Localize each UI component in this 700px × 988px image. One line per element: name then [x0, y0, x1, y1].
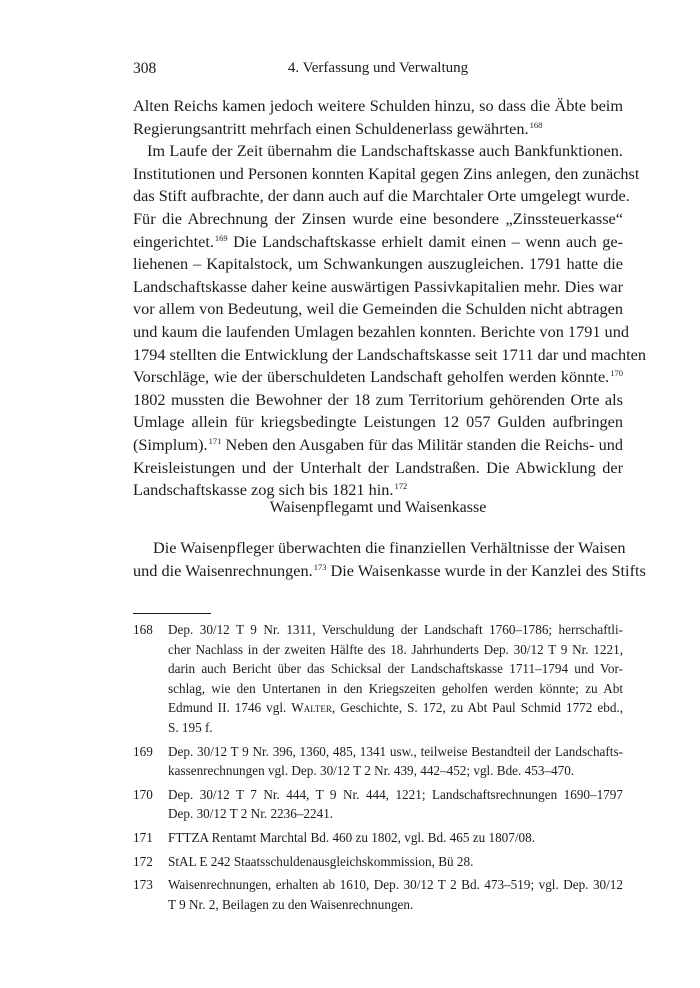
- main-text: [133, 95, 647, 502]
- footnote-169: [133, 742, 623, 781]
- footnote-line: Dep. 30/12 T 9 Nr. 396, 1360, 485, 1341 usw., teilweise Bestandteil der Landschafts-: [168, 743, 623, 759]
- footnote-line: FTTZA Rentamt Marchtal Bd. 460 zu 1802, vgl. Bd. 465 zu 1807/08.: [168, 829, 536, 845]
- footnote-ref[interactable]: 171: [208, 435, 222, 446]
- footnote-line: S. 195 f.: [168, 719, 213, 735]
- text-line: Im Laufe der Zeit übernahm die Landschaftskasse auch Bankfunktionen.: [147, 141, 623, 161]
- footnote-line: cher Nachlass in der zweiten Hälfte des 18. Jahrhunderts Dep. 30/12 T 9 Nr. 1221,: [168, 641, 623, 657]
- text-line: 1802 mussten die Bewohner der 18 zum Territorium gehörenden Orte als: [133, 389, 623, 409]
- footnote-line: kassenrechnungen vgl. Dep. 30/12 T 2 Nr. 439, 442–452; vgl. Bde. 453–470.: [168, 763, 575, 779]
- text-line: und kaum die laufenden Umlagen bezahlen konnten. Berichte von 1791 und: [133, 321, 629, 341]
- text-line: Die Waisenpfleger überwachten die finanziellen Verhältnisse der Waisen: [153, 538, 626, 557]
- footnote-number: 169: [133, 743, 153, 759]
- footnote-line: Waisenrechnungen, erhalten ab 1610, Dep. 30/12 T 2 Bd. 473–519; vgl. Dep. 30/12: [168, 877, 623, 893]
- paragraph-1: [133, 95, 623, 140]
- text-line: Institutionen und Personen konnten Kapital gegen Zins anlegen, den zunächst: [133, 163, 640, 183]
- footnotes: [133, 620, 623, 918]
- text-line: Umlage allein für kriegsbedingte Leistungen 12 057 Gulden aufbringen: [133, 412, 623, 432]
- footnote-line: Dep. 30/12 T 2 Nr. 2236–2241.: [168, 806, 334, 822]
- text-line: Für die Abrechnung der Zinsen wurde eine besondere „Zinssteuerkasse“: [133, 208, 623, 228]
- text-line: Landschaftskasse zog sich bis 1821 hin.$^{172}$: [133, 480, 408, 500]
- footnote-line: Edmund II. 1746 vgl. Walter, Geschichte, S. 172, zu Abt Paul Schmid 1772 ebd.,: [168, 700, 624, 716]
- footnote-divider: [133, 613, 211, 614]
- footnote-170: [133, 785, 623, 824]
- footnote-number: 171: [133, 829, 153, 845]
- page-number: 308: [133, 60, 157, 77]
- footnote-ref[interactable]: 169: [214, 232, 228, 243]
- text-line: Kreisleistungen und der Unterhalt der Landstraßen. Die Abwicklung der: [133, 457, 623, 477]
- text-line: (Simplum).$^{171}$ Neben den Ausgaben für das Militär standen die Reichs- und: [133, 434, 623, 454]
- text-line: und die Waisenrechnungen.$^{173}$ Die Waisenkasse wurde in der Kanzlei des Stifts: [133, 560, 646, 580]
- text-line: Regierungsantritt mehrfach einen Schuldenerlass gewährten.$^{168}$: [133, 118, 543, 138]
- footnote-line: Dep. 30/12 T 9 Nr. 1311, Verschuldung der Landschaft 1760–1786; herrschaftli-: [168, 622, 623, 637]
- footnote-number: 173: [133, 877, 153, 893]
- footnote-ref[interactable]: 173: [313, 561, 327, 572]
- footnote-number: 172: [133, 853, 153, 869]
- footnote-line: T 9 Nr. 2, Beilagen zu den Waisenrechnungen.: [168, 896, 414, 912]
- footnote-ref[interactable]: 168: [529, 119, 543, 130]
- footnote-number: 170: [133, 786, 153, 802]
- text-line: vor allem von Bedeutung, weil die Gemeinden die Schulden nicht abtragen: [133, 299, 623, 319]
- footnote-ref[interactable]: 170: [610, 368, 623, 379]
- text-line: Alten Reichs kamen jedoch weitere Schulden hinzu, so dass die Äbte beim: [133, 96, 623, 115]
- footnote-line: darin auch Bericht über das Schicksal der Landschaftskasse 1711–1794 und Vor-: [168, 661, 623, 677]
- footnote-number: 168: [133, 622, 153, 637]
- text-line: eingerichtet.$^{169}$ Die Landschaftskasse erhielt damit einen – wenn auch ge-: [133, 231, 623, 251]
- section-heading: Waisenpflegamt und Waisenkasse: [269, 499, 487, 516]
- text-line: liehenen – Kapitalstock, um Schwankungen auszugleichen. 1791 hatte die: [133, 254, 623, 274]
- text-line: 1794 stellten die Entwicklung der Landschaftskasse seit 1711 dar und machten: [133, 344, 647, 364]
- footnote-168: [133, 620, 623, 738]
- page-header: [133, 60, 623, 82]
- footnote-line: StAL E 242 Staatsschuldenausgleichskommission, Bü 28.: [168, 853, 474, 869]
- footnote-173: [133, 875, 623, 914]
- paragraph-2: [133, 140, 647, 502]
- author-name: Walter: [291, 700, 332, 716]
- text-line: Vorschläge, wie der überschuldeten Landschaft geholfen werden könnte.$^{170}$: [133, 367, 623, 387]
- paragraph-3: [133, 537, 646, 582]
- running-head: 4. Verfassung und Verwaltung: [287, 60, 469, 76]
- footnote-ref[interactable]: 172: [394, 481, 408, 492]
- footnote-line: Dep. 30/12 T 7 Nr. 444, T 9 Nr. 444, 1221; Landschaftsrechnungen 1690–1797: [168, 786, 623, 802]
- text-line: das Stift aufbrachte, der dann auch auf die Marchtaler Orte umgelegt wurde.: [133, 186, 630, 206]
- text-line: Landschaftskasse daher keine auswärtigen Passivkapitalien mehr. Dies war: [133, 276, 623, 296]
- footnote-172: [133, 852, 623, 872]
- footnote-line: schlag, wie den Untertanen in den Kriegszeiten geholfen werden könnte; zu Abt: [168, 680, 623, 696]
- footnote-171: [133, 828, 623, 848]
